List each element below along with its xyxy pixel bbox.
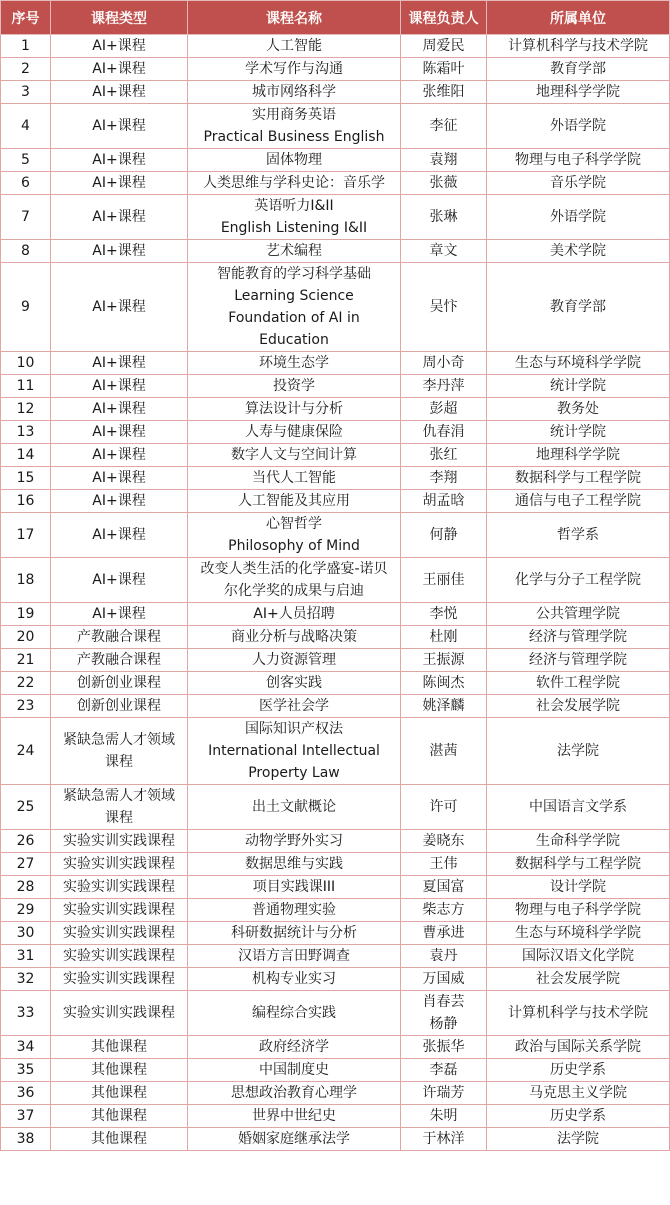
- table-row: [1, 649, 670, 672]
- cell-course-type: AI+课程: [51, 35, 188, 58]
- table-row: [1, 35, 670, 58]
- cell-department: 法学院: [487, 1128, 670, 1151]
- cell-department: 化学与分子工程学院: [487, 558, 670, 603]
- cell-course-type: AI+课程: [51, 421, 188, 444]
- cell-course-lead: 姜晓东: [401, 830, 487, 853]
- cell-course-lead: 张维阳: [401, 81, 487, 104]
- cell-course-name: 数据思维与实践: [188, 853, 401, 876]
- cell-course-type: 紧缺急需人才领域 课程: [51, 718, 188, 785]
- table-row: [1, 558, 670, 603]
- cell-index: 9: [1, 263, 51, 352]
- cell-course-lead: 彭超: [401, 398, 487, 421]
- cell-index: 36: [1, 1082, 51, 1105]
- cell-course-type: 实验实训实践课程: [51, 853, 188, 876]
- cell-index: 17: [1, 513, 51, 558]
- table-row: [1, 149, 670, 172]
- cell-department: 通信与电子工程学院: [487, 490, 670, 513]
- cell-course-type: AI+课程: [51, 558, 188, 603]
- cell-course-name: 国际知识产权法 International Intellectual Property Law: [188, 718, 401, 785]
- cell-course-type: 实验实训实践课程: [51, 991, 188, 1036]
- cell-course-type: AI+课程: [51, 104, 188, 149]
- cell-index: 18: [1, 558, 51, 603]
- cell-course-type: AI+课程: [51, 195, 188, 240]
- cell-course-name: 人工智能及其应用: [188, 490, 401, 513]
- cell-index: 37: [1, 1105, 51, 1128]
- cell-index: 28: [1, 876, 51, 899]
- cell-department: 教务处: [487, 398, 670, 421]
- cell-course-lead: 周小奇: [401, 352, 487, 375]
- cell-course-name: 科研数据统计与分析: [188, 922, 401, 945]
- cell-course-lead: 张薇: [401, 172, 487, 195]
- cell-course-lead: 张红: [401, 444, 487, 467]
- cell-course-lead: 王振源: [401, 649, 487, 672]
- cell-course-type: AI+课程: [51, 398, 188, 421]
- cell-course-lead: 袁丹: [401, 945, 487, 968]
- table-row: [1, 991, 670, 1036]
- cell-course-lead: 王伟: [401, 853, 487, 876]
- table-row: [1, 945, 670, 968]
- cell-course-type: 实验实训实践课程: [51, 876, 188, 899]
- cell-course-name: 人工智能: [188, 35, 401, 58]
- cell-course-name: 智能教育的学习科学基础 Learning Science Foundation of AI in Education: [188, 263, 401, 352]
- header-index: 序号: [1, 1, 51, 35]
- cell-course-type: 实验实训实践课程: [51, 945, 188, 968]
- cell-department: 设计学院: [487, 876, 670, 899]
- table-row: [1, 490, 670, 513]
- cell-index: 26: [1, 830, 51, 853]
- cell-course-lead: 万国威: [401, 968, 487, 991]
- cell-department: 经济与管理学院: [487, 626, 670, 649]
- cell-index: 29: [1, 899, 51, 922]
- cell-course-name: 算法设计与分析: [188, 398, 401, 421]
- cell-department: 法学院: [487, 718, 670, 785]
- cell-department: 软件工程学院: [487, 672, 670, 695]
- cell-course-type: 创新创业课程: [51, 695, 188, 718]
- cell-course-type: 紧缺急需人才领域 课程: [51, 785, 188, 830]
- cell-course-lead: 陈霜叶: [401, 58, 487, 81]
- table-row: [1, 195, 670, 240]
- cell-index: 13: [1, 421, 51, 444]
- cell-course-lead: 李磊: [401, 1059, 487, 1082]
- cell-course-type: AI+课程: [51, 172, 188, 195]
- cell-department: 历史学系: [487, 1105, 670, 1128]
- cell-index: 3: [1, 81, 51, 104]
- cell-course-name: 环境生态学: [188, 352, 401, 375]
- cell-index: 25: [1, 785, 51, 830]
- cell-department: 统计学院: [487, 421, 670, 444]
- cell-index: 12: [1, 398, 51, 421]
- cell-course-name: 婚姻家庭继承法学: [188, 1128, 401, 1151]
- cell-course-type: AI+课程: [51, 603, 188, 626]
- table-row: [1, 444, 670, 467]
- cell-course-lead: 李翔: [401, 467, 487, 490]
- cell-index: 2: [1, 58, 51, 81]
- cell-course-type: 其他课程: [51, 1059, 188, 1082]
- cell-course-name: 医学社会学: [188, 695, 401, 718]
- cell-course-name: 英语听力I&II English Listening I&II: [188, 195, 401, 240]
- table-row: [1, 899, 670, 922]
- cell-department: 教育学部: [487, 58, 670, 81]
- cell-course-lead: 柴志方: [401, 899, 487, 922]
- cell-course-type: AI+课程: [51, 352, 188, 375]
- cell-course-name: 思想政治教育心理学: [188, 1082, 401, 1105]
- cell-department: 地理科学学院: [487, 444, 670, 467]
- cell-index: 31: [1, 945, 51, 968]
- cell-course-type: AI+课程: [51, 81, 188, 104]
- table-row: [1, 876, 670, 899]
- cell-index: 20: [1, 626, 51, 649]
- cell-course-name: 政府经济学: [188, 1036, 401, 1059]
- cell-course-lead: 仇春涓: [401, 421, 487, 444]
- table-row: [1, 672, 670, 695]
- cell-course-name: 动物学野外实习: [188, 830, 401, 853]
- table-row: [1, 718, 670, 785]
- cell-course-type: 其他课程: [51, 1128, 188, 1151]
- cell-course-lead: 杜刚: [401, 626, 487, 649]
- cell-course-type: AI+课程: [51, 513, 188, 558]
- table-row: [1, 1059, 670, 1082]
- cell-department: 哲学系: [487, 513, 670, 558]
- table-row: [1, 626, 670, 649]
- cell-index: 7: [1, 195, 51, 240]
- cell-index: 32: [1, 968, 51, 991]
- cell-course-name: 商业分析与战略决策: [188, 626, 401, 649]
- table-row: [1, 1036, 670, 1059]
- cell-index: 38: [1, 1128, 51, 1151]
- cell-course-lead: 朱明: [401, 1105, 487, 1128]
- cell-course-lead: 陈闽杰: [401, 672, 487, 695]
- cell-index: 23: [1, 695, 51, 718]
- cell-department: 生态与环境科学学院: [487, 352, 670, 375]
- cell-course-name: 中国制度史: [188, 1059, 401, 1082]
- cell-course-lead: 张琳: [401, 195, 487, 240]
- cell-course-lead: 曹承进: [401, 922, 487, 945]
- cell-course-type: AI+课程: [51, 467, 188, 490]
- cell-department: 生命科学学院: [487, 830, 670, 853]
- cell-course-name: 艺术编程: [188, 240, 401, 263]
- cell-course-name: 固体物理: [188, 149, 401, 172]
- cell-course-lead: 李征: [401, 104, 487, 149]
- cell-department: 计算机科学与技术学院: [487, 35, 670, 58]
- cell-course-type: AI+课程: [51, 263, 188, 352]
- cell-department: 统计学院: [487, 375, 670, 398]
- cell-index: 6: [1, 172, 51, 195]
- cell-course-type: 实验实训实践课程: [51, 899, 188, 922]
- cell-department: 外语学院: [487, 104, 670, 149]
- cell-course-lead: 许可: [401, 785, 487, 830]
- cell-course-name: 普通物理实验: [188, 899, 401, 922]
- cell-course-type: AI+课程: [51, 240, 188, 263]
- cell-course-name: 机构专业实习: [188, 968, 401, 991]
- cell-index: 21: [1, 649, 51, 672]
- cell-department: 教育学部: [487, 263, 670, 352]
- cell-index: 35: [1, 1059, 51, 1082]
- cell-department: 经济与管理学院: [487, 649, 670, 672]
- cell-course-name: 心智哲学 Philosophy of Mind: [188, 513, 401, 558]
- cell-course-lead: 章文: [401, 240, 487, 263]
- cell-department: 马克思主义学院: [487, 1082, 670, 1105]
- cell-course-name: 人类思维与学科史论：音乐学: [188, 172, 401, 195]
- cell-department: 外语学院: [487, 195, 670, 240]
- table-body: [1, 35, 670, 1151]
- cell-department: 地理科学学院: [487, 81, 670, 104]
- cell-department: 物理与电子科学学院: [487, 899, 670, 922]
- cell-index: 5: [1, 149, 51, 172]
- table-row: [1, 785, 670, 830]
- cell-course-name: 出土文献概论: [188, 785, 401, 830]
- table-row: [1, 968, 670, 991]
- cell-course-name: 投资学: [188, 375, 401, 398]
- cell-course-lead: 袁翔: [401, 149, 487, 172]
- table-row: [1, 603, 670, 626]
- cell-course-lead: 李丹萍: [401, 375, 487, 398]
- header-row: [1, 1, 670, 35]
- table-row: [1, 58, 670, 81]
- cell-department: 物理与电子科学学院: [487, 149, 670, 172]
- cell-course-lead: 王丽佳: [401, 558, 487, 603]
- cell-department: 数据科学与工程学院: [487, 853, 670, 876]
- table-row: [1, 172, 670, 195]
- cell-course-name: 创客实践: [188, 672, 401, 695]
- cell-index: 11: [1, 375, 51, 398]
- cell-course-lead: 李悦: [401, 603, 487, 626]
- cell-course-type: 创新创业课程: [51, 672, 188, 695]
- cell-index: 24: [1, 718, 51, 785]
- table-row: [1, 398, 670, 421]
- header-course-type: 课程类型: [51, 1, 188, 35]
- table-row: [1, 1105, 670, 1128]
- cell-course-lead: 姚泽麟: [401, 695, 487, 718]
- table-row: [1, 695, 670, 718]
- cell-department: 历史学系: [487, 1059, 670, 1082]
- cell-department: 音乐学院: [487, 172, 670, 195]
- cell-index: 4: [1, 104, 51, 149]
- cell-index: 22: [1, 672, 51, 695]
- cell-course-type: AI+课程: [51, 149, 188, 172]
- cell-department: 公共管理学院: [487, 603, 670, 626]
- cell-course-lead: 于林洋: [401, 1128, 487, 1151]
- cell-index: 27: [1, 853, 51, 876]
- table-row: [1, 1128, 670, 1151]
- header-course-name: 课程名称: [188, 1, 401, 35]
- cell-course-type: 其他课程: [51, 1036, 188, 1059]
- cell-course-lead: 何静: [401, 513, 487, 558]
- cell-course-lead: 许瑞芳: [401, 1082, 487, 1105]
- cell-course-lead: 吴忭: [401, 263, 487, 352]
- cell-department: 政治与国际关系学院: [487, 1036, 670, 1059]
- cell-index: 14: [1, 444, 51, 467]
- cell-course-type: 其他课程: [51, 1105, 188, 1128]
- cell-course-lead: 夏国富: [401, 876, 487, 899]
- table-row: [1, 513, 670, 558]
- table-row: [1, 352, 670, 375]
- table-row: [1, 263, 670, 352]
- table-row: [1, 81, 670, 104]
- cell-department: 中国语言文学系: [487, 785, 670, 830]
- cell-course-lead: 张振华: [401, 1036, 487, 1059]
- table-row: [1, 922, 670, 945]
- table-row: [1, 421, 670, 444]
- table-row: [1, 467, 670, 490]
- table-row: [1, 104, 670, 149]
- cell-course-name: 人力资源管理: [188, 649, 401, 672]
- cell-department: 生态与环境科学学院: [487, 922, 670, 945]
- cell-course-name: 城市网络科学: [188, 81, 401, 104]
- table-row: [1, 853, 670, 876]
- cell-course-name: 项目实践课III: [188, 876, 401, 899]
- cell-index: 16: [1, 490, 51, 513]
- cell-index: 15: [1, 467, 51, 490]
- table-row: [1, 375, 670, 398]
- cell-index: 34: [1, 1036, 51, 1059]
- header-course-lead: 课程负责人: [401, 1, 487, 35]
- cell-course-name: 改变人类生活的化学盛宴-诺贝 尔化学奖的成果与启迪: [188, 558, 401, 603]
- table-row: [1, 1082, 670, 1105]
- cell-department: 美术学院: [487, 240, 670, 263]
- cell-course-name: 人寿与健康保险: [188, 421, 401, 444]
- cell-course-type: AI+课程: [51, 490, 188, 513]
- cell-department: 计算机科学与技术学院: [487, 991, 670, 1036]
- cell-department: 社会发展学院: [487, 695, 670, 718]
- cell-department: 国际汉语文化学院: [487, 945, 670, 968]
- cell-index: 33: [1, 991, 51, 1036]
- cell-department: 社会发展学院: [487, 968, 670, 991]
- cell-course-type: 实验实训实践课程: [51, 922, 188, 945]
- cell-course-type: 产教融合课程: [51, 649, 188, 672]
- cell-course-lead: 胡孟晗: [401, 490, 487, 513]
- cell-course-name: 学术写作与沟通: [188, 58, 401, 81]
- cell-course-type: AI+课程: [51, 58, 188, 81]
- cell-department: 数据科学与工程学院: [487, 467, 670, 490]
- cell-index: 1: [1, 35, 51, 58]
- cell-course-name: 当代人工智能: [188, 467, 401, 490]
- cell-course-type: AI+课程: [51, 375, 188, 398]
- cell-index: 10: [1, 352, 51, 375]
- cell-course-lead: 湛茜: [401, 718, 487, 785]
- cell-index: 19: [1, 603, 51, 626]
- cell-course-type: 其他课程: [51, 1082, 188, 1105]
- cell-course-type: 实验实训实践课程: [51, 968, 188, 991]
- cell-course-name: 编程综合实践: [188, 991, 401, 1036]
- table-row: [1, 240, 670, 263]
- table-row: [1, 830, 670, 853]
- cell-course-lead: 周爱民: [401, 35, 487, 58]
- cell-course-type: AI+课程: [51, 444, 188, 467]
- cell-index: 30: [1, 922, 51, 945]
- cell-index: 8: [1, 240, 51, 263]
- cell-course-name: AI+人员招聘: [188, 603, 401, 626]
- cell-course-lead: 肖春芸 杨静: [401, 991, 487, 1036]
- cell-course-name: 数字人文与空间计算: [188, 444, 401, 467]
- cell-course-type: 实验实训实践课程: [51, 830, 188, 853]
- cell-course-type: 产教融合课程: [51, 626, 188, 649]
- cell-course-name: 实用商务英语 Practical Business English: [188, 104, 401, 149]
- cell-course-name: 世界中世纪史: [188, 1105, 401, 1128]
- header-department: 所属单位: [487, 1, 670, 35]
- cell-course-name: 汉语方言田野调查: [188, 945, 401, 968]
